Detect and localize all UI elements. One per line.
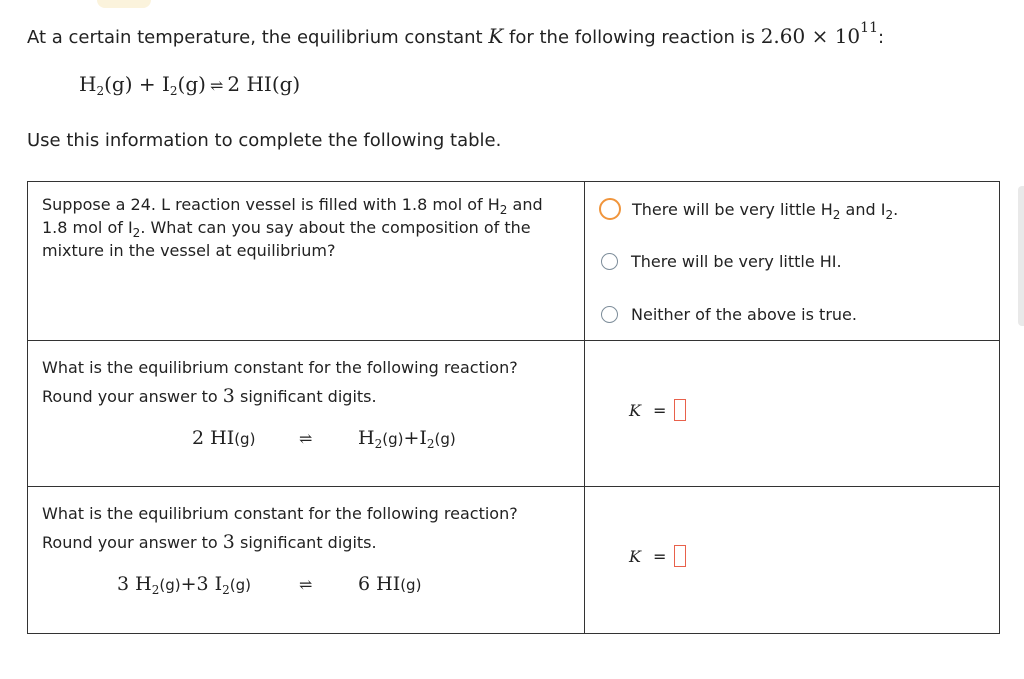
hi-symbol: 2 HI	[227, 72, 272, 96]
table-row	[28, 487, 1000, 634]
rxn-right-text: 6 HI	[358, 573, 401, 595]
answer-cell	[585, 182, 1000, 341]
q2-line1: What is the equilibrium constant for the following reaction?	[42, 358, 518, 377]
q3-round-suffix: significant digits.	[234, 533, 377, 552]
radio-button[interactable]	[601, 253, 618, 270]
equilibrium-arrow-icon: ⇌	[299, 575, 313, 594]
q2-sig-digits: 3	[222, 385, 235, 407]
rxn-right-a-sub: 2	[374, 437, 383, 451]
q1-line1a: Suppose a 24. L reaction vessel is filled with 1.8 mol of H	[42, 195, 500, 214]
k-label: K	[629, 400, 641, 420]
rxn-left-a-sub: 2	[151, 583, 160, 597]
reaction-tripled	[117, 573, 477, 595]
k-label: K	[629, 546, 641, 566]
equals-sign: =	[652, 400, 667, 420]
h2-phase: (g)	[104, 72, 133, 96]
option-neither[interactable]	[601, 305, 857, 324]
q1-line2-sub: 2	[132, 226, 141, 240]
option-1-sub2: 2	[885, 207, 894, 222]
intro-suffix: :	[877, 27, 885, 48]
k-answer-input[interactable]	[674, 545, 686, 567]
option-little-h2-i2[interactable]	[601, 198, 898, 220]
option-little-hi[interactable]	[601, 252, 842, 271]
intro-k-symbol: K	[488, 24, 504, 48]
q1-line1-sub: 2	[499, 203, 508, 217]
q1-line2b: . What can you say about the composition of the	[140, 218, 531, 237]
table-row	[28, 341, 1000, 487]
rxn-left: 2 HI	[192, 427, 235, 449]
q3-sig-digits: 3	[222, 531, 235, 553]
rxn-left-plus: +3 I	[180, 573, 223, 595]
q3-round-prefix: Round your answer to	[42, 533, 223, 552]
q1-line1b: and	[507, 195, 543, 214]
question-cell	[28, 341, 585, 487]
rxn-right-a-phase: (g)	[382, 430, 404, 448]
rxn-right	[358, 573, 421, 595]
intro-text	[27, 20, 885, 48]
intro-k-mantissa: 2.60 × 10	[760, 24, 861, 48]
q1-line3: mixture in the vessel at equilibrium?	[42, 241, 336, 260]
k-answer-line	[629, 545, 686, 567]
table-row	[28, 182, 1000, 341]
reaction-reverse	[192, 427, 492, 449]
rxn-right-b-sub: 2	[426, 437, 435, 451]
equilibrium-arrow-icon: ⇌	[299, 429, 313, 448]
rxn-right-b-phase: (g)	[434, 430, 456, 448]
option-label: There will be very little HI.	[631, 252, 842, 271]
rxn-right-plus: +I	[403, 427, 427, 449]
equilibrium-arrow-icon: ⇌	[209, 76, 224, 95]
top-tab	[97, 0, 151, 8]
plus-sign: +	[132, 72, 162, 96]
h2-symbol: H	[79, 72, 97, 96]
hi-phase: (g)	[271, 72, 301, 96]
intro-prefix: At a certain temperature, the equilibrium constant	[27, 27, 489, 48]
q3-line1: What is the equilibrium constant for the following reaction?	[42, 504, 518, 523]
question-cell	[28, 182, 585, 341]
intro-middle: for the following reaction is	[503, 27, 761, 48]
q1-line2a: 1.8 mol of I	[42, 218, 133, 237]
question-text	[28, 341, 584, 411]
scrollbar-edge[interactable]	[1018, 186, 1024, 326]
rxn-left-b-sub: 2	[222, 583, 230, 597]
question-text	[28, 487, 584, 557]
rxn-right-a: H	[358, 427, 375, 449]
h2-subscript: 2	[96, 84, 105, 98]
main-reaction	[79, 72, 300, 96]
i2-symbol: I	[162, 72, 170, 96]
rxn-left-a: 3 H	[117, 573, 152, 595]
k-answer-input[interactable]	[674, 399, 686, 421]
q2-round-prefix: Round your answer to	[42, 387, 223, 406]
option-1-text-b: and I	[840, 199, 886, 219]
k-answer-line	[629, 399, 686, 421]
option-1-text-a: There will be very little H	[632, 199, 833, 219]
option-label	[632, 199, 899, 222]
equals-sign: =	[652, 546, 667, 566]
intro-k-exponent: 11	[860, 20, 878, 36]
i2-subscript: 2	[169, 84, 178, 98]
radio-button[interactable]	[601, 306, 618, 323]
instruction-text: Use this information to complete the following table.	[27, 130, 502, 151]
rxn-left-phase: (g)	[234, 430, 256, 448]
rxn-left-a-phase: (g)	[159, 576, 181, 594]
i2-phase: (g)	[177, 72, 206, 96]
answer-cell	[585, 487, 1000, 634]
option-label: Neither of the above is true.	[631, 305, 857, 324]
option-1-text-c: .	[893, 199, 899, 219]
question-text	[28, 182, 584, 262]
q2-round-suffix: significant digits.	[234, 387, 377, 406]
question-table	[27, 181, 1000, 634]
option-1-sub1: 2	[832, 207, 841, 222]
rxn-right	[358, 427, 456, 449]
rxn-left-b-phase: (g)	[229, 576, 252, 594]
answer-cell	[585, 341, 1000, 487]
question-cell	[28, 487, 585, 634]
rxn-right-phase: (g)	[400, 576, 422, 594]
radio-selected[interactable]	[599, 198, 621, 220]
